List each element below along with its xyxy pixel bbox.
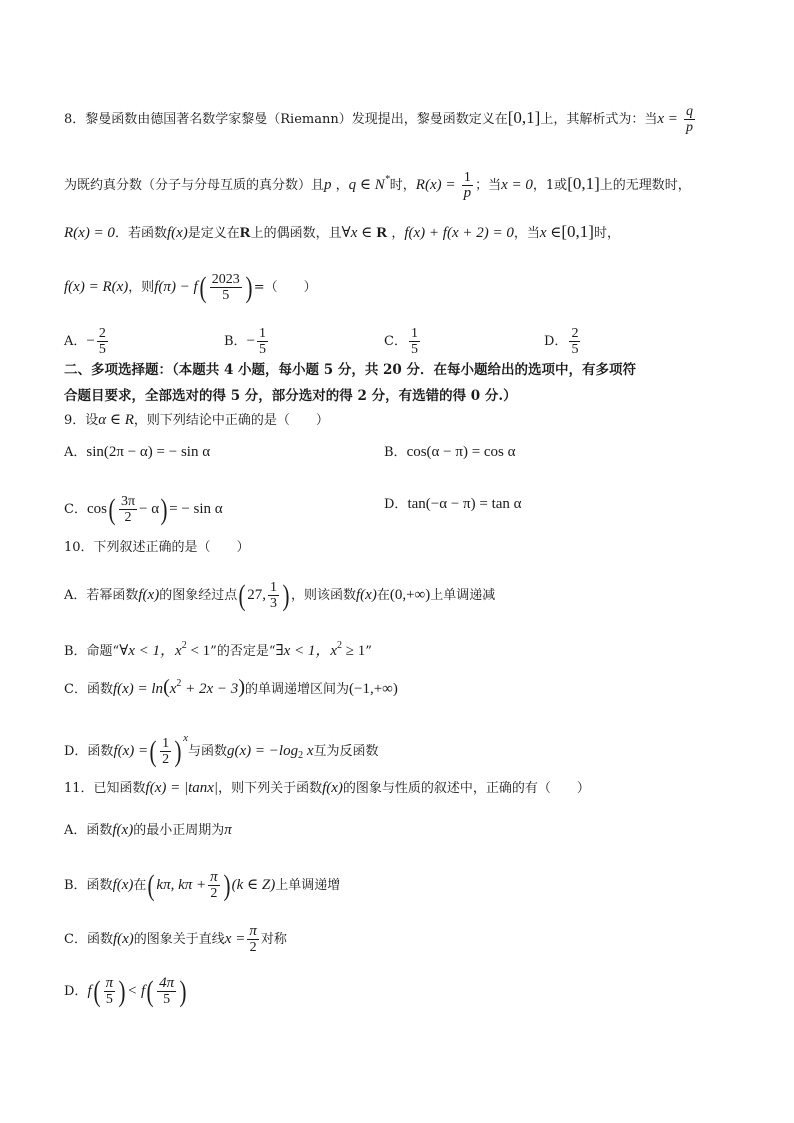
option-label: B．函数 (64, 878, 113, 893)
q11-math: f(x) = |tanx| (145, 780, 219, 796)
option-math: ∃x < 1，x (275, 643, 338, 659)
option-text: 的最小正周期为 (133, 823, 225, 838)
frac-num: 1 (259, 326, 267, 341)
option-text: 与函数 (188, 744, 228, 759)
q8-math: p (324, 177, 332, 193)
option-label: C．函数 (64, 932, 113, 947)
option-text: ，则该函数 (290, 588, 356, 603)
right-paren: ) (174, 734, 182, 768)
q11-option-a[interactable] (64, 820, 232, 841)
frac-den: p (686, 120, 693, 135)
q11-option-c[interactable] (64, 924, 287, 955)
q8-math: x ∈ (539, 225, 562, 241)
option-math: f(x) = ln (112, 681, 164, 697)
option-sign: − (86, 333, 95, 349)
frac-num: 2023 (211, 272, 240, 287)
option-text: ”的否定是“ (210, 644, 276, 659)
frac-den: 2 (124, 510, 132, 525)
q8-math: x = (657, 111, 678, 127)
frac-num: 1 (162, 736, 170, 751)
q8-line2: 为既约真分数（分子与分母互质的真分数）且p ，q ∈ N*时，R(x) = $\frac{1}{p}$ ；当x = 0，1或[0,1]上的无理数时， (64, 170, 691, 201)
option-math: g(x) = −log (227, 743, 299, 759)
q8-option-d[interactable] (544, 326, 582, 357)
option-sup: x (183, 732, 189, 744)
option-math: < f (127, 983, 146, 999)
option-label: B． (384, 445, 407, 460)
right-paren: ) (245, 270, 253, 304)
q9-option-c[interactable] (64, 494, 223, 525)
option-math: f(x) (356, 587, 377, 603)
option-math: f(x) (112, 877, 134, 893)
frac-num: 4π (159, 975, 175, 991)
q9-option-d[interactable] (384, 494, 522, 515)
q9-option-b[interactable] (384, 442, 516, 463)
q11-option-d[interactable] (64, 976, 188, 1007)
frac-num: 3π (120, 494, 136, 509)
q8-math: q ∈ N (348, 177, 385, 193)
option-math: + 2x − 3 (181, 681, 239, 697)
q8-fraction-q-over-p (684, 104, 695, 135)
option-math: x = (224, 931, 246, 947)
option-math: 27, (247, 587, 266, 603)
right-paren: ) (118, 974, 126, 1008)
option-fraction (157, 976, 176, 1007)
q10-option-a[interactable] (64, 580, 495, 611)
option-fraction (257, 326, 268, 357)
frac-den: 3 (269, 596, 277, 611)
option-sign: − (246, 333, 256, 349)
q9-text: 9．设 (64, 413, 99, 428)
q11-stem (64, 778, 590, 799)
q8-math: f(x) = R(x) (64, 279, 129, 295)
frac-den: 2 (210, 886, 218, 901)
frac-den: 5 (98, 342, 106, 357)
q8-option-c[interactable] (384, 326, 422, 357)
frac-num: 2 (98, 326, 106, 341)
q8-text: ．若函数 (114, 226, 167, 241)
option-math: ≥ 1 (342, 643, 366, 659)
option-label: C． (64, 502, 87, 517)
option-label: A．函数 (64, 823, 113, 838)
q8-text: ，当 (513, 226, 540, 241)
q8-text: ，则 (128, 280, 155, 295)
option-text: 的图象经过点 (159, 588, 238, 603)
right-paren: ) (160, 492, 168, 526)
q8-line3: R(x) = 0．若函数f(x)是定义在R上的偶函数，且∀x ∈ R ，f(x) + f(x + 2) = 0，当x ∈[0,1]时， (64, 222, 620, 241)
option-text: ” (365, 644, 372, 659)
q8-text: 时， (389, 178, 416, 193)
q11-math: f(x) (322, 780, 343, 796)
q8-text: ；当 (475, 178, 502, 193)
left-paren: ( (146, 974, 154, 1008)
option-sup: 2 (337, 640, 343, 651)
frac-den: 5 (222, 288, 230, 303)
option-math: f(x) (138, 587, 160, 603)
option-text: 互为反函数 (313, 744, 379, 759)
q8-line4 (64, 272, 317, 303)
left-paren: ( (147, 868, 155, 902)
frac-den: 5 (259, 342, 267, 357)
option-math: kπ, kπ + (156, 877, 207, 893)
q8-line1 (64, 104, 697, 135)
q8-math: R (239, 225, 251, 241)
frac-num: 1 (410, 326, 418, 341)
q9-option-a[interactable] (64, 442, 210, 463)
q8-interval: [0,1] (507, 108, 541, 127)
q11-text: 的图象与性质的叙述中，正确的有（ ） (342, 781, 590, 796)
frac-num: q (686, 104, 693, 119)
option-label: C． (384, 334, 407, 349)
q11-text: ，则下列关于函数 (218, 781, 323, 796)
q8-option-a[interactable] (64, 326, 110, 357)
q8-interval: [0,1] (567, 174, 600, 193)
option-math: f(x) = (113, 743, 149, 759)
option-math: (−1,+∞) (349, 681, 398, 697)
q8-text: 上，其解析式为：当 (540, 112, 658, 127)
option-math: f (87, 983, 92, 999)
q10-option-b[interactable] (64, 636, 372, 662)
q8-math: x = 0 (501, 177, 533, 193)
option-label: A． (64, 334, 87, 349)
left-paren: ( (93, 974, 101, 1008)
q10-stem: 10．下列叙述正确的是（ ） (64, 540, 250, 555)
q8-text: ，1或 (532, 178, 568, 193)
option-text: 对称 (260, 932, 287, 947)
frac-num: 1 (462, 170, 474, 186)
q11-text: 11．已知函数 (64, 781, 146, 796)
option-math: < 1 (186, 643, 211, 659)
option-sub: 2 (298, 750, 304, 761)
q9-stem (64, 410, 329, 431)
frac-den: 5 (410, 342, 418, 357)
option-math: x (303, 743, 314, 759)
option-fraction (97, 326, 108, 357)
option-math: tan(−α − π) = tan α (407, 496, 522, 512)
right-paren: ) (179, 974, 187, 1008)
option-label: A．若幂函数 (64, 588, 139, 603)
option-text: 的图象关于直线 (133, 932, 225, 947)
q8-text: 上的偶函数，且 (250, 226, 342, 241)
q8-text: 为既约真分数（分子与分母互质的真分数）且 (64, 178, 325, 193)
right-paren: ) (223, 868, 231, 902)
q8-text: 是定义在 (187, 226, 240, 241)
q8-math: ∀x ∈ (341, 225, 373, 241)
option-math: cos (86, 501, 107, 517)
frac-num: π (105, 975, 114, 991)
left-paren: ( (108, 492, 116, 526)
option-fraction (104, 976, 116, 1007)
frac-num: 2 (571, 326, 579, 341)
option-label: B． (224, 334, 247, 349)
q8-math: R (376, 225, 388, 241)
q8-math: R(x) = 0 (64, 225, 115, 241)
section2-heading-line1: 二、多项选择题：（本题共 4 小题，每小题 5 分，共 20 分．在每小题给出的选项中，有多项符 (64, 362, 637, 378)
option-label: D． (384, 497, 408, 512)
option-fraction (409, 326, 420, 357)
option-math: x (169, 681, 177, 697)
option-label: D． (544, 334, 568, 349)
q8-text: =（ ） (253, 280, 317, 295)
option-label: A． (64, 445, 87, 460)
option-sup: 2 (176, 678, 182, 689)
option-fraction (160, 736, 171, 767)
frac-num: π (249, 923, 257, 939)
option-fraction (268, 580, 279, 611)
option-text: 在 (376, 588, 390, 603)
frac-den: 5 (163, 992, 171, 1007)
left-paren: ( (163, 676, 170, 698)
option-math: (k ∈ Z) (231, 877, 276, 893)
q9-text: ，则下列结论中正确的是（ ） (133, 413, 329, 428)
q8-fraction-1-over-p (462, 170, 474, 201)
option-sup: 2 (181, 640, 187, 651)
option-fraction (247, 924, 259, 955)
option-label: D．函数 (64, 744, 114, 759)
option-math: sin(2π − α) = − sin α (86, 444, 211, 460)
frac-den: 2 (249, 940, 257, 955)
left-paren: ( (149, 734, 157, 768)
option-label: B．命题“ (64, 644, 120, 659)
q8-interval: [0,1] (561, 222, 594, 241)
option-fraction (569, 326, 580, 357)
option-fraction (119, 494, 137, 525)
q10-option-d[interactable] (64, 728, 379, 767)
option-label: C．函数 (64, 682, 113, 697)
q8-math: R(x) = (415, 177, 456, 193)
section2-heading-line2: 合题目要求，全部选对的得 5 分，部分选对的得 2 分，有选错的得 0 分.） (64, 388, 517, 404)
option-text: 的单调递增区间为 (244, 682, 349, 697)
option-text: 上单调递增 (275, 878, 341, 893)
option-math: f(x) (112, 931, 134, 947)
frac-num: 1 (269, 580, 277, 595)
q8-text: 8．黎曼函数由德国著名数学家黎曼（Riemann）发现提出，黎曼函数定义在 (64, 112, 508, 127)
q10-option-c[interactable] (64, 674, 398, 700)
right-paren: ) (238, 676, 245, 698)
right-paren: ) (282, 578, 290, 612)
option-math: cos(α − π) = cos α (406, 444, 516, 460)
q8-text: 时， (593, 226, 620, 241)
frac-den: 5 (571, 342, 579, 357)
frac-num: π (210, 869, 218, 885)
q9-math: α ∈ R (98, 412, 134, 428)
option-math: ∀x < 1，x (119, 643, 182, 659)
frac-den: p (463, 185, 472, 201)
option-text: 在 (133, 878, 147, 893)
q8-sup: * (384, 174, 390, 185)
option-fraction (208, 870, 220, 901)
left-paren: ( (199, 270, 207, 304)
option-math: π (224, 822, 232, 838)
q8-math: f(x) (166, 225, 188, 241)
frac-den: 2 (162, 752, 170, 767)
option-math: (0,+∞) (389, 587, 431, 603)
frac-den: 5 (105, 992, 113, 1007)
q8-fraction-2023-over-5 (210, 272, 242, 303)
option-label: D． (64, 984, 88, 999)
q8-math: f(x) + f(x + 2) = 0 (404, 225, 514, 241)
left-paren: ( (238, 578, 246, 612)
q8-option-b[interactable] (224, 326, 270, 357)
q8-text: 上的无理数时， (599, 178, 691, 193)
q8-math: f(π) − f (154, 279, 198, 295)
option-math: − α (139, 501, 160, 517)
option-text: 上单调递减 (430, 588, 496, 603)
option-math: f(x) (112, 822, 134, 838)
q11-option-b[interactable] (64, 870, 340, 901)
option-math: = − sin α (169, 501, 223, 517)
